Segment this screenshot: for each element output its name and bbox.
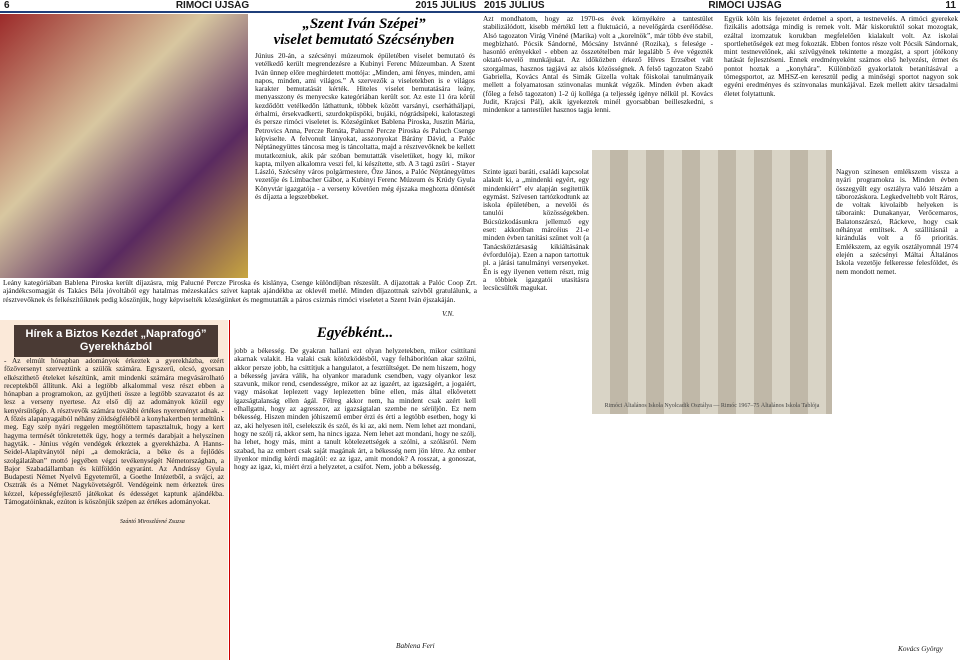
right-header <box>480 0 960 13</box>
article-title <box>250 16 478 48</box>
school-body-4: Szinte igazi baráti, családi kapcsolat alakult ki, a „mindenki egyért, egy mindenkiért” elv alapján segítettük egymást. Szívesen tartózkodtunk az iskola épületében, a nevelői és tanulói közösségekben. Búcsúzkodásunkra jellemző egy eset: akkoriban márcéius 21-e minden évben tanítási szünet volt (a Tanácsköztársaság kikiáltásának évfordulója). Ezen a napon tartottuk pl. a járási tanulmányi versenyeket. Én is egy ilyenen vettem részt, mig a többiek igazgatói utasításra lecsücsülték magukat. <box>483 168 589 293</box>
title-line-1: „Szent Iván Szépei” <box>302 16 426 32</box>
article-author: V.N. <box>442 309 455 318</box>
right-page <box>480 0 960 660</box>
tableau-caption: Rimóci Általános Iskola Nyolcadik Osztálya — Rimóc 1967–75 Általános Iskola Tablója <box>604 403 820 409</box>
issue-date: 2015 JÚLIUS <box>415 0 476 11</box>
paper-title: RIMÓCI ÚJSÁG <box>175 0 250 11</box>
paper-title: RIMÓCI ÚJSÁG <box>708 0 782 11</box>
column-rule <box>229 320 230 660</box>
school-body-2: Együk köln kis fejezetet érdemel a sport, a testnevelés. A rimóci gyerekek fizikális adottsága mindig is remek volt. Már kiskoruktól sokat mozogtak, ezáltal izomzatuk korukban megfelelően kialakult volt. Az iskolai sportlehetőségek ezt meg fokozták. Ebben fontos része volt Pócsik Sándornak, mint testnevelőnek, aki szívügyének tekintette a mozgást, a sport jótékony hatását fejlesztéseni. Ennek eredményeként számos első helyezést, érmet és pontot hoztak a „konyhára”. Különböző gyakorlatok betanításával a tömegsportot, az MHSZ-en keresztül pedig a minőségi sportot nagyon sok egyéni eredményes és színvonalas munkájával. Ezek mellett akitv társadalmi életet folytattunk. <box>724 15 958 98</box>
opinion-author: Bablena Feri <box>396 641 435 650</box>
opinion-body: jobb a békesség. De gyakran hallani ezt olyan helyzetekben, mikor csittítani akarnak valakit. Ha valaki csak kötözködésből, vagy felháborítóan akar szólni, akkor persze jobb, ha csittítjuk a hangulatot, a fesztültséget. De nem hiszem, hogy a békesség javára válik, ha olyankor maradunk csendben, vagy olyankor lesz szavunk, mikor rend, csendességre, mikor az az igazért, az igazságért, a jogaiért, vagy másokat leplezett vagy leplezetten bűne ellen, más által elkövetett igazságtalanság ellen ágál. Félreg akkor nem, ha mindent csak azért kell elhallgatni, hogy az agresszor, az igazságtalan szembe ne sérüljön. Ez nem békesség. Hiszen minden jóhiszemű ember érzi és érti a legtöbb esetben, hogy ki az, aki helyesen itél, cselekszik és szól, és ki az, aki nem. Nem lehet azt mondani, hogy ne szólj rá, akkor sem, ha nincs igaza. Nem lehet azt mondani, hogy ne szólj, ha lehet, hogy más, mint a tanult kötelezettségek a szólni, a szólásról. Nem szabad, ha az embert csak saját magának árt, a békesség nem jön létre. Az ember ilyenkor mindig kérdi magától: ez az igaz, amit mondok? A rosszat, a gonoszat, hogy az igaz, ki, miért érzi a helyzetet, a csúfot. Nem, jobb a békesség. <box>234 347 476 472</box>
school-body-1: Azt mondhatom, hogy az 1970-es évek környékére a tantestület stabilizálódott, kisebb mértékű lett a fluktuáció, a nevelőgárda cserélődése. Alsó tagozaton Virág Vinéné (Marika) volt a „korelnök”, már több éve stabil, megbízható. Pócsik Sándorné, Mócsány Istvánné (Rozika), s felesége - hasonló erényekkel - ebben az összetételben már legalább 5 éve végezték oktató-nevelő munkájukat. Az időközben érkező Híves Erzsébet vált szorgalmas, hasznos tagjává az alsós közösségnek. A felső tagozaton Szabó Gabriella, Kovács Antal és Simák Gizella voltak főiskolai tanulmányaik mellett a folyamatosan szinvonalas munkát végzők. Minden évben akadt (főleg a felső tagozaton) 1-2 új kolléga (a teljesség igénye nélkül pl. Kovács Judit, Krajcsi Pál), akik igyekeztek minél gyorsabban beilleszkedni, s mindenkor a tantestület hasznos tagja lenni. <box>483 15 713 115</box>
issue-date: 2015 JÚLIUS <box>484 0 545 11</box>
page-number: 6 <box>4 0 10 11</box>
costume-photo <box>0 14 248 278</box>
news-author: Szántó Miroszlávné Zsuzsa <box>120 519 185 525</box>
opinion-title: Egyébként... <box>316 325 394 341</box>
article-body: Június 20-án, a szécsényi múzeumok épületében viselet bemutató és vetélkedő került megrendezésre a Kubinyi Ferenc Múzeumban. A Szent Iván ünnep előre meghirdetett mottója: „Minden, ami fényes, minden, ami napos, minden, ami világos.” A szervezők a viseletekben is e világos karakter bemutatását kérték. Hiteles viselet bemutatására leány, menyasszony és menyecske kategóriában került sor. Az este 11 óra körül kezdődött vetélkedőn láthattunk, többek között varsányi, cserhátháljapi, érhalmi, érsekvadkerti, szurdokpüspöki, bujáki, nógrádsipeki, kalotaszegi és persze rimóci viseletet is. Községünket Bablena Piroska, Jusztin Mária, Petrovics Anna, Percze Renáta, Palucné Percze Piroska és Paluch Csenge képviselte. A felvonult lányokat, asszonyokat Bárány Dávid, a Palóc Néptánegyüttes táncosa meg is táncoltatta, majd a résztvevőknek be kellett mutatkozniuk, akik pár szóban bemutatták viseletüket, hogy ki, mikor kapta, milyen alkalomra veszi fel, ki készítette, stb. A 3 tagú zsűri - Stayer László, Szécsény város polgármestere, Őze János, a Palóc Néptánegyüttes vezetője és Limbacher Gábor, a Kubinyi Ferenc Múzeum és Krúdy Gyula Könyvtár igazgatója - a verseny követően még éjszaka meghozta döntését és díjazta a legszebbeket. <box>255 52 475 202</box>
school-author: Kovács György <box>898 644 943 653</box>
class-tableau-photo <box>592 150 832 414</box>
school-body-3: Nagyon színesen emlékszem vissza a nyári programokra is. Minden évben összegyűlt egy osztályra való létszám a táborozáskora. Legkedveltebb volt Ráros, de voltak kivolaibb helyeken is táboraink: Dunakanyar, Verőcemaros, Balatonszárszó, Ráckeve, hogy csak néhányat említsek. A szállításnál a kirándulás volt a fő prioritás. Emlékszem, az egyik osztályomnál 1974 elején a szécsényi Máltai Általános Iskola vezetője felkeresse felesfóldet, és nem mondott nemet. <box>836 168 958 276</box>
left-header <box>0 0 480 13</box>
news-body: - Az elmúlt hónapban adományok érkeztek a gyerekházba, ezért főzőversenyt szerveztünk a szülők számára. Egyszerű, olcsó, gyorsan elkészíthető ételeket készítünk, amit mindenki számára megvásárolható receptekből állítunk. Aki a legtöbb alkalommal vesz részt ebben a hónapban a programokon, az gyűjtheti össze a legtöbb szavazatot és az lesz a verseny nyertese. Az első díj az adományok közül egy kenyérsütőgép. A résztvevők számára további értékes nyereményt adnak. - A főzés alapanyagaiból néhány zöldségféléből a konyhakertben termeltünk meg. Egy szép nyári reggelen megtöltöttem tapasztaltuk, hogy a kert hagyma termését tönkretették ügy, hogy a termés darabjait a helyszínen hagyták. - Június végén vendégek érkeztek a gyerekházba. A Hanns-Seidel-Alapítványtól népi „a demokrácia, a béke és a fejlődés szolgálatában” mottó jegyében végzi tevékenységét Németországban, a Bajor Szabadállamban és külföldön egyaránt. Az Andrássy Gyula Budapesti Német Nyelvű Egyetemről, a Goethe Intézetből, a svájci, az Osztrák és a Német Nagykövetségről. Vendégeink nem érkeztek üres kézzel, képességfejlesztő játékokat és édességet kaptunk ajándékba. Támogatóinknak, ezúton is köszönjük szépen az értékes adományokat. <box>4 357 224 507</box>
photo-caption: Leány kategóriában Bablena Piroska került díjazásra, míg Palucné Percze Piroska és kislánya, Csenge különdíjban részesült. A díjazottak a Palóc Coop Zrt. ajándékcsomagját és Takács Béla jóvoltából egy hatalmas mézeskalács szívet kaptak ajándékba az oklevél mellé. Minden díjazottnak szívből gratulálunk, a résztvevőknek és felkészítőiknek pedig köszönjük, hogy képviselték községünket és megmutatták a páros csizmás rimóci viseletet a Szent Iván éjszakáján. <box>3 279 477 304</box>
title-line-2: viselet bemutató Szécsényben <box>273 32 455 48</box>
page-number: 11 <box>945 0 956 11</box>
news-title: Hírek a Biztos Kezdet „Naprafogó” Gyerekházból <box>14 325 218 357</box>
